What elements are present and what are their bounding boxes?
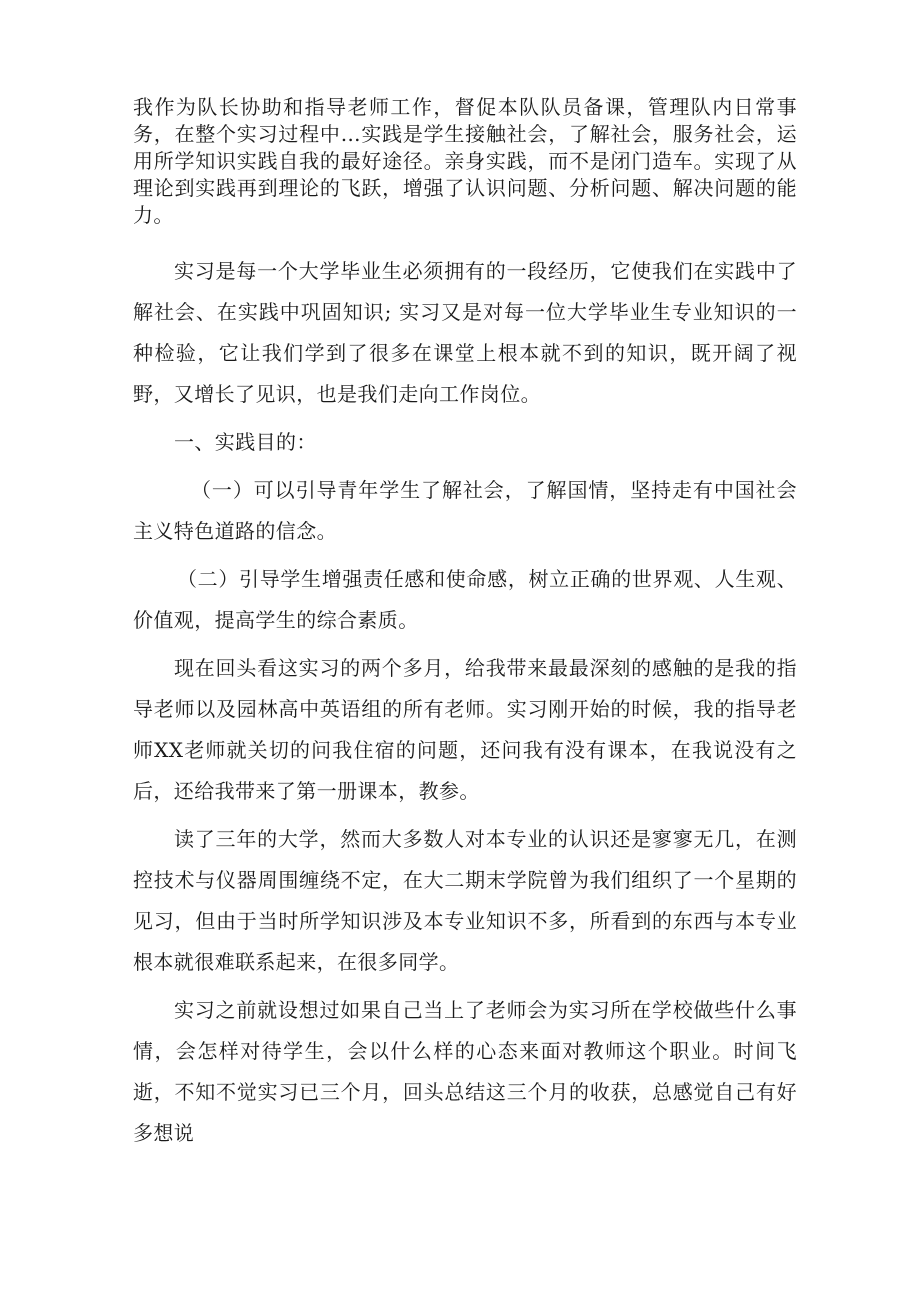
paragraph-1: 我作为队长协助和指导老师工作，督促本队队员备课，管理队内日常事务，在整个实习过程中…实践是学生接触社会，了解社会，服务社会，运用所学知识实践自我的最好途径。亲身实践，而不是闭门造车。实现了从理论到实践再到理论的飞跃，增强了认识问题、分析问题、解决问题的能力。 <box>133 95 797 227</box>
paragraph-reflection: 现在回头看这实习的两个多月，给我带来最最深刻的感触的是我的指导老师以及园林高中英语组的所有老师。实习刚开始的时候，我的指导老师XX老师就关切的问我住宿的问题，还问我有没有课本，在我说没有之后，还给我带来了第一册课本，教参。 <box>133 656 797 803</box>
paragraph-2: 实习是每一个大学毕业生必须拥有的一段经历，它使我们在实践中了解社会、在实践中巩固知识; 实习又是对每一位大学毕业生专业知识的一种检验，它让我们学到了很多在课堂上根本就不到的知识，既开阔了视野，又增长了见识，也是我们走向工作岗位。 <box>133 259 797 406</box>
purpose-item-1: （一）可以引导青年学生了解社会，了解国情，坚持走有中国社会主义特色道路的信念。 <box>133 478 797 543</box>
section-heading-purpose: 一、实践目的： <box>174 430 317 454</box>
paragraph-expectations: 实习之前就设想过如果自己当上了老师会为实习所在学校做些什么事情，会怎样对待学生，会以什么样的心态来面对教师这个职业。时间飞逝，不知不觉实习已三个月，回头总结这三个月的收获，总感觉自己有好多想说 <box>133 998 797 1145</box>
document-page <box>133 94 797 1161</box>
paragraph-university: 读了三年的大学，然而大多数人对本专业的认识还是寥寥无几，在测控技术与仪器周围缠绕不定，在大二期末学院曾为我们组织了一个星期的见习，但由于当时所学知识涉及本专业知识不多，所看到的东西与本专业根本就很难联系起来，在很多同学。 <box>133 827 797 974</box>
purpose-item-2: （二）引导学生增强责任感和使命感，树立正确的世界观、人生观、价值观，提高学生的综合素质。 <box>133 567 797 632</box>
